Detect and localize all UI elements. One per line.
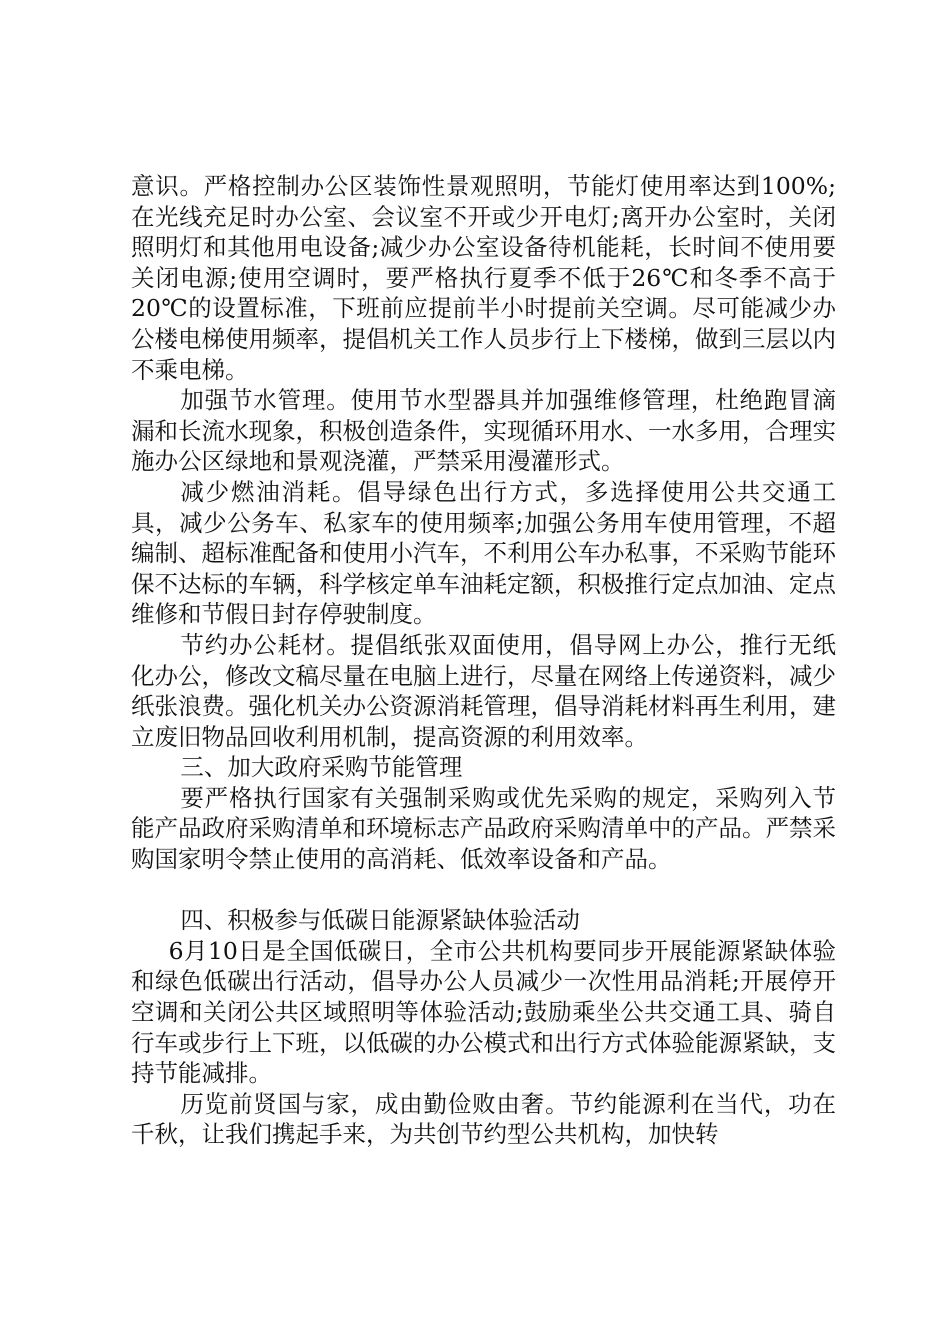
document-body xyxy=(131,171,836,1150)
paragraph-fuel: 减少燃油消耗。倡导绿色出行方式，多选择使用公共交通工具，减少公务车、私家车的使用频率;加强公务用车使用管理，不超编制、超标准配备和使用小汽车，不利用公车办私事，不采购节能环保不达标的车辆，科学核定单车油耗定额，积极推行定点加油、定点维修和节假日封存停驶制度。 xyxy=(131,477,836,629)
paragraph-lighting: 意识。严格控制办公区装饰性景观照明，节能灯使用率达到100%;在光线充足时办公室、会议室不开或少开电灯;离开办公室时，关闭照明灯和其他用电设备;减少办公室设备待机能耗，长时间不使用要关闭电源;使用空调时，要严格执行夏季不低于26℃和冬季不高于20℃的设置标准，下班前应提前半小时提前关空调。尽可能减少办公楼电梯使用频率，提倡机关工作人员步行上下楼梯，做到三层以内不乘电梯。 xyxy=(131,172,836,384)
paragraph-office-supplies: 节约办公耗材。提倡纸张双面使用，倡导网上办公，推行无纸化办公，修改文稿尽量在电脑上进行，尽量在网络上传递资料，减少纸张浪费。强化机关办公资源消耗管理，倡导消耗材料再生利用，建立废旧物品回收利用机制，提高资源的利用效率。 xyxy=(131,630,836,751)
paragraph-low-carbon-day: 6月10日是全国低碳日，全市公共机构要同步开展能源紧缺体验和绿色低碳出行活动，倡导办公人员减少一次性用品消耗;开展停开空调和关闭公共区域照明等体验活动;鼓励乘坐公共交通工具、骑自行车或步行上下班，以低碳的办公模式和出行方式体验能源紧缺，支持节能减排。 xyxy=(131,936,836,1088)
paragraph-water: 加强节水管理。使用节水型器具并加强维修管理，杜绝跑冒滴漏和长流水现象，积极创造条件，实现循环用水、一水多用，合理实施办公区绿地和景观浇灌，严禁采用漫灌形式。 xyxy=(131,386,836,476)
section-heading-low-carbon-day: 四、积极参与低碳日能源紧缺体验活动 xyxy=(180,906,580,935)
paragraph-closing: 历览前贤国与家，成由勤俭败由奢。节约能源利在当代，功在千秋，让我们携起手来，为共创节约型公共机构，加快转 xyxy=(131,1089,836,1149)
paragraph-procurement: 要严格执行国家有关强制采购或优先采购的规定，采购列入节能产品政府采购清单和环境标志产品政府采购清单中的产品。严禁采购国家明令禁止使用的高消耗、低效率设备和产品。 xyxy=(131,783,836,874)
section-heading-procurement: 三、加大政府采购节能管理 xyxy=(180,753,463,782)
